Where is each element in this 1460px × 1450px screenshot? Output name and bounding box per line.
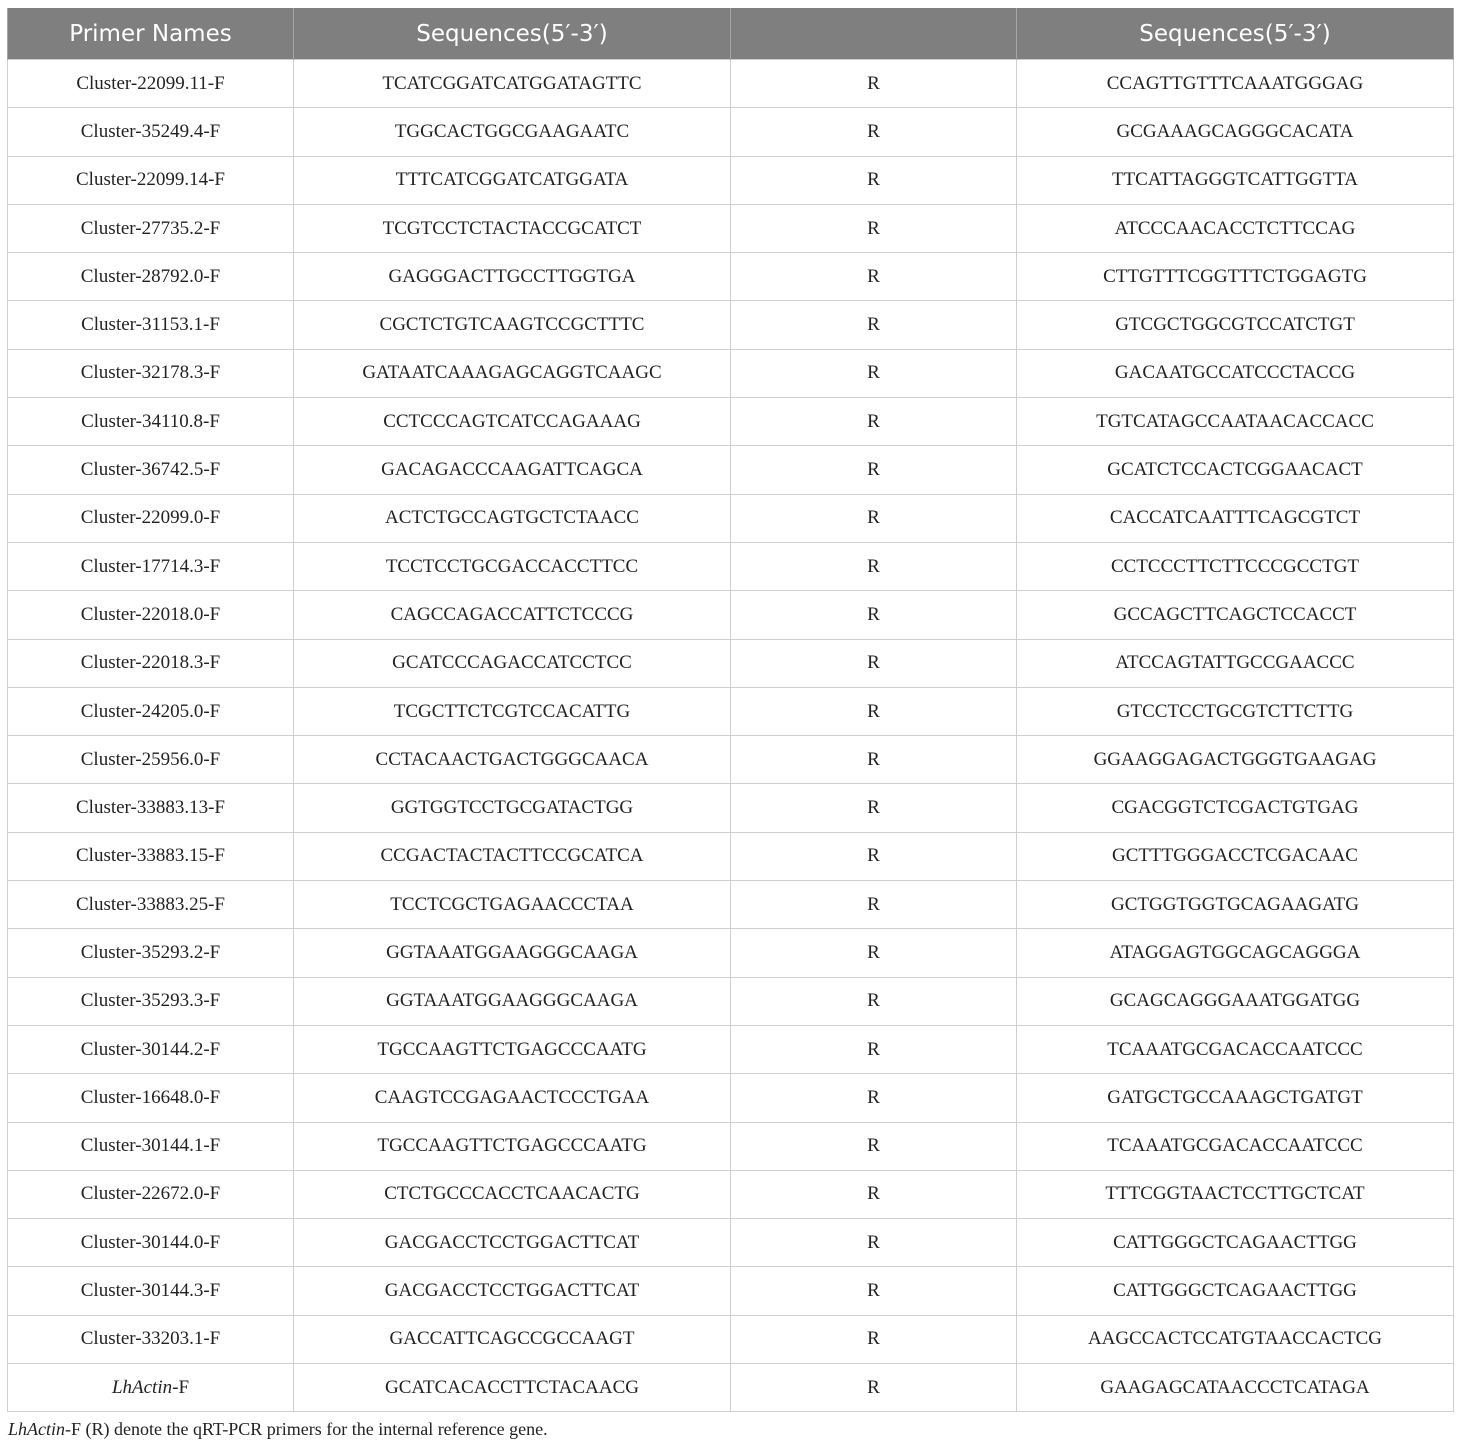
direction-cell: R [731, 881, 1017, 929]
forward-sequence-cell: TGCCAAGTTCTGAGCCCAATG [294, 1122, 731, 1170]
direction-cell: R [731, 1315, 1017, 1363]
forward-sequence-cell: GGTAAATGGAAGGGCAAGA [294, 929, 731, 977]
reverse-sequence-cell: GCATCTCCACTCGGAACACT [1017, 446, 1454, 494]
forward-sequence-cell: TCGTCCTCTACTACCGCATCT [294, 204, 731, 252]
forward-sequence-cell: GACGACCTCCTGGACTTCAT [294, 1267, 731, 1315]
direction-cell: R [731, 204, 1017, 252]
direction-cell: R [731, 832, 1017, 880]
forward-sequence-cell: GCATCACACCTTCTACAACG [294, 1364, 731, 1412]
primer-name-cell: Cluster-27735.2-F [8, 204, 294, 252]
primer-table [7, 8, 1454, 1412]
table-row [8, 204, 1454, 252]
forward-sequence-cell: CAAGTCCGAGAACTCCCTGAA [294, 1074, 731, 1122]
direction-cell: R [731, 60, 1017, 108]
reverse-sequence-cell: ATCCAGTATTGCCGAACCC [1017, 639, 1454, 687]
table-row [8, 977, 1454, 1025]
table-row [8, 1315, 1454, 1363]
forward-sequence-cell: CCTACAACTGACTGGGCAACA [294, 736, 731, 784]
direction-cell: R [731, 1219, 1017, 1267]
reverse-sequence-cell: GTCCTCCTGCGTCTTCTTG [1017, 687, 1454, 735]
reverse-sequence-cell: ATAGGAGTGGCAGCAGGGA [1017, 929, 1454, 977]
forward-sequence-cell: TCGCTTCTCGTCCACATTG [294, 687, 731, 735]
table-row [8, 1170, 1454, 1218]
direction-cell: R [731, 494, 1017, 542]
primer-name-cell: Cluster-30144.1-F [8, 1122, 294, 1170]
reverse-sequence-cell: TTTCGGTAACTCCTTGCTCAT [1017, 1170, 1454, 1218]
primer-name-cell: Cluster-22018.3-F [8, 639, 294, 687]
reverse-sequence-cell: GTCGCTGGCGTCCATCTGT [1017, 301, 1454, 349]
reverse-sequence-cell: TCAAATGCGACACCAATCCC [1017, 1122, 1454, 1170]
primer-name-cell: Cluster-35293.3-F [8, 977, 294, 1025]
table-row [8, 156, 1454, 204]
reverse-sequence-cell: AAGCCACTCCATGTAACCACTCG [1017, 1315, 1454, 1363]
table-footnote [8, 1419, 548, 1440]
direction-cell: R [731, 1025, 1017, 1073]
table-row [8, 881, 1454, 929]
primer-name-cell: Cluster-33883.15-F [8, 832, 294, 880]
forward-sequence-cell: GACGACCTCCTGGACTTCAT [294, 1219, 731, 1267]
table-row [8, 1364, 1454, 1412]
reverse-sequence-cell: GATGCTGCCAAAGCTGATGT [1017, 1074, 1454, 1122]
direction-cell: R [731, 542, 1017, 590]
table-row [8, 784, 1454, 832]
primer-name-suffix: -F [172, 1376, 190, 1398]
table-row [8, 253, 1454, 301]
table-row [8, 446, 1454, 494]
forward-sequence-cell: TGGCACTGGCGAAGAATC [294, 108, 731, 156]
forward-sequence-cell: GGTGGTCCTGCGATACTGG [294, 784, 731, 832]
primer-name-cell: Cluster-22672.0-F [8, 1170, 294, 1218]
table-row [8, 736, 1454, 784]
reverse-sequence-cell: GCGAAAGCAGGGCACATA [1017, 108, 1454, 156]
direction-cell: R [731, 349, 1017, 397]
primer-name-cell: Cluster-24205.0-F [8, 687, 294, 735]
primer-name-cell: Cluster-22099.11-F [8, 60, 294, 108]
reverse-sequence-cell: TCAAATGCGACACCAATCCC [1017, 1025, 1454, 1073]
direction-cell: R [731, 929, 1017, 977]
table-row [8, 1267, 1454, 1315]
reverse-sequence-cell: GGAAGGAGACTGGGTGAAGAG [1017, 736, 1454, 784]
direction-cell: R [731, 156, 1017, 204]
footnote-text: -F (R) denote the qRT-PCR primers for the internal reference gene. [65, 1419, 548, 1439]
direction-cell: R [731, 253, 1017, 301]
primer-name-cell: Cluster-30144.0-F [8, 1219, 294, 1267]
table-row [8, 639, 1454, 687]
direction-cell: R [731, 1267, 1017, 1315]
table-row [8, 494, 1454, 542]
forward-sequence-cell: GAGGGACTTGCCTTGGTGA [294, 253, 731, 301]
footnote-gene-name: LhActin [8, 1419, 65, 1439]
reverse-sequence-cell: CACCATCAATTTCAGCGTCT [1017, 494, 1454, 542]
direction-cell: R [731, 108, 1017, 156]
primer-name-cell: Cluster-22099.14-F [8, 156, 294, 204]
direction-cell: R [731, 301, 1017, 349]
reverse-sequence-cell: TGTCATAGCCAATAACACCACC [1017, 398, 1454, 446]
table-row [8, 832, 1454, 880]
primer-name-cell: Cluster-30144.2-F [8, 1025, 294, 1073]
direction-cell: R [731, 398, 1017, 446]
primer-name-cell: Cluster-22018.0-F [8, 591, 294, 639]
table-row [8, 1074, 1454, 1122]
table-row [8, 398, 1454, 446]
reverse-sequence-cell: GACAATGCCATCCCTACCG [1017, 349, 1454, 397]
primer-table-container [7, 8, 1453, 1412]
table-row [8, 542, 1454, 590]
table-row [8, 1025, 1454, 1073]
direction-cell: R [731, 687, 1017, 735]
direction-cell: R [731, 446, 1017, 494]
forward-sequence-cell: CTCTGCCCACCTCAACACTG [294, 1170, 731, 1218]
primer-name-cell: Cluster-33203.1-F [8, 1315, 294, 1363]
reverse-sequence-cell: CCTCCCTTCTTCCCGCCTGT [1017, 542, 1454, 590]
primer-name-cell: Cluster-30144.3-F [8, 1267, 294, 1315]
header-row [8, 8, 1454, 60]
primer-name-cell: Cluster-28792.0-F [8, 253, 294, 301]
primer-name-cell: Cluster-22099.0-F [8, 494, 294, 542]
primer-name-cell: Cluster-35293.2-F [8, 929, 294, 977]
reverse-sequence-cell: CTTGTTTCGGTTTCTGGAGTG [1017, 253, 1454, 301]
direction-cell: R [731, 591, 1017, 639]
reverse-sequence-cell: GCTGGTGGTGCAGAAGATG [1017, 881, 1454, 929]
primer-name-cell: Cluster-33883.13-F [8, 784, 294, 832]
forward-sequence-cell: GATAATCAAAGAGCAGGTCAAGC [294, 349, 731, 397]
reverse-sequence-cell: GCCAGCTTCAGCTCCACCT [1017, 591, 1454, 639]
direction-cell: R [731, 977, 1017, 1025]
forward-sequence-cell: GGTAAATGGAAGGGCAAGA [294, 977, 731, 1025]
table-body [8, 60, 1454, 1412]
primer-name-cell: Cluster-31153.1-F [8, 301, 294, 349]
direction-cell: R [731, 1364, 1017, 1412]
forward-sequence-cell: CGCTCTGTCAAGTCCGCTTTC [294, 301, 731, 349]
forward-sequence-cell: CCGACTACTACTTCCGCATCA [294, 832, 731, 880]
reverse-sequence-cell: CATTGGGCTCAGAACTTGG [1017, 1267, 1454, 1315]
header-reverse-sequences: Sequences(5′-3′) [1017, 8, 1454, 60]
forward-sequence-cell: TGCCAAGTTCTGAGCCCAATG [294, 1025, 731, 1073]
table-header [8, 8, 1454, 60]
table-row [8, 108, 1454, 156]
reverse-sequence-cell: CATTGGGCTCAGAACTTGG [1017, 1219, 1454, 1267]
reverse-sequence-cell: GCTTTGGGACCTCGACAAC [1017, 832, 1454, 880]
forward-sequence-cell: CCTCCCAGTCATCCAGAAAG [294, 398, 731, 446]
primer-name-cell: Cluster-34110.8-F [8, 398, 294, 446]
primer-name-cell: Cluster-16648.0-F [8, 1074, 294, 1122]
table-row [8, 60, 1454, 108]
direction-cell: R [731, 1122, 1017, 1170]
forward-sequence-cell: TCCTCCTGCGACCACCTTCC [294, 542, 731, 590]
header-forward-sequences: Sequences(5′-3′) [294, 8, 731, 60]
header-primer-names: Primer Names [8, 8, 294, 60]
forward-sequence-cell: GACCATTCAGCCGCCAAGT [294, 1315, 731, 1363]
table-row [8, 687, 1454, 735]
forward-sequence-cell: TTTCATCGGATCATGGATA [294, 156, 731, 204]
forward-sequence-cell: TCATCGGATCATGGATAGTTC [294, 60, 731, 108]
direction-cell: R [731, 639, 1017, 687]
reverse-sequence-cell: TTCATTAGGGTCATTGGTTA [1017, 156, 1454, 204]
forward-sequence-cell: CAGCCAGACCATTCTCCCG [294, 591, 731, 639]
reverse-sequence-cell: CCAGTTGTTTCAAATGGGAG [1017, 60, 1454, 108]
primer-gene-name: LhActin [111, 1376, 173, 1398]
primer-name-cell: Cluster-32178.3-F [8, 349, 294, 397]
forward-sequence-cell: GCATCCCAGACCATCCTCC [294, 639, 731, 687]
direction-cell: R [731, 1074, 1017, 1122]
table-row [8, 301, 1454, 349]
reverse-sequence-cell: ATCCCAACACCTCTTCCAG [1017, 204, 1454, 252]
header-direction [731, 8, 1017, 60]
reverse-sequence-cell: CGACGGTCTCGACTGTGAG [1017, 784, 1454, 832]
forward-sequence-cell: ACTCTGCCAGTGCTCTAACC [294, 494, 731, 542]
primer-name-cell: Cluster-33883.25-F [8, 881, 294, 929]
direction-cell: R [731, 1170, 1017, 1218]
table-row [8, 591, 1454, 639]
forward-sequence-cell: TCCTCGCTGAGAACCCTAA [294, 881, 731, 929]
forward-sequence-cell: GACAGACCCAAGATTCAGCA [294, 446, 731, 494]
primer-name-cell [8, 1364, 294, 1412]
table-row [8, 1219, 1454, 1267]
direction-cell: R [731, 736, 1017, 784]
primer-name-cell: Cluster-35249.4-F [8, 108, 294, 156]
primer-name-cell: Cluster-17714.3-F [8, 542, 294, 590]
table-row [8, 349, 1454, 397]
reverse-sequence-cell: GCAGCAGGGAAATGGATGG [1017, 977, 1454, 1025]
table-row [8, 929, 1454, 977]
reverse-sequence-cell: GAAGAGCATAACCCTCATAGA [1017, 1364, 1454, 1412]
primer-name-cell: Cluster-36742.5-F [8, 446, 294, 494]
direction-cell: R [731, 784, 1017, 832]
primer-name-cell: Cluster-25956.0-F [8, 736, 294, 784]
table-row [8, 1122, 1454, 1170]
